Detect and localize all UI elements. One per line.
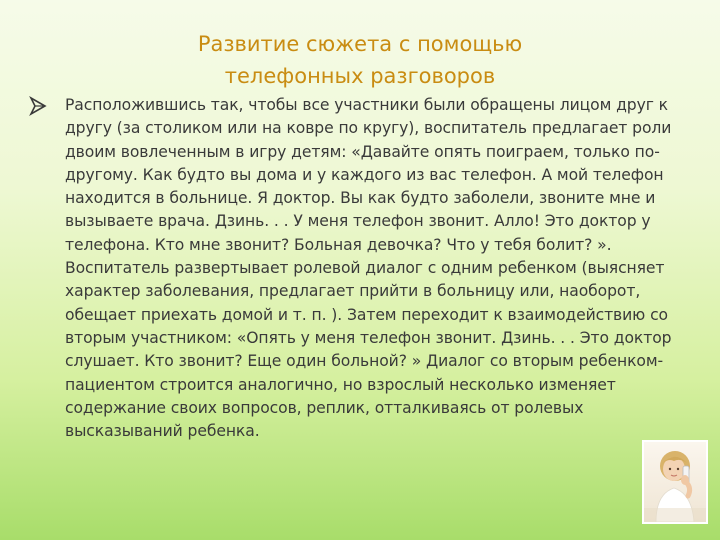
title-line-1: Развитие сюжета с помощью: [197, 32, 523, 57]
bullet-item: [28, 94, 688, 443]
arrow-bullet-icon: [28, 94, 48, 118]
child-on-phone-photo: [642, 440, 708, 524]
slide-title: [60, 28, 660, 92]
bullet-text: Расположившись так, чтобы все участники были обращены лицом друг к другу (за столиком или на ковре по кругу), воспитатель предлагает роли двоим вовлеченным в игру детям: «Давайте опять поиграем, только по-другому. Как будто вы дома и у каждого из вас телефон. А мой телефон находится в больнице. Я доктор. Вы как будто заболели, звоните мне и вызываете врача. Дзинь. . . У меня телефон звонит. Алло! Это доктор у телефона. Кто мне звонит? Больная девочка? Что у тебя болит? ». Воспитатель развертывает ролевой диалог с одним ребенком (выясняет характер заболевания, предлагает прийти в больницу или, наоборот, обещает приехать домой и т. п. ). Затем переходит к взаимодействию со вторым участником: «Опять у меня телефон звонит. Дзинь. . . Это доктор слушает. Кто звонит? Еще один больной? » Диалог со вторым ребенком-пациентом строится аналогично, но взрослый несколько изменяет содержание своих вопросов, реплик, отталкиваясь от ролевых высказываний ребенка.: [65, 96, 672, 441]
title-line-2: телефонных разговоров: [224, 64, 496, 89]
child-illustration: [644, 442, 706, 522]
